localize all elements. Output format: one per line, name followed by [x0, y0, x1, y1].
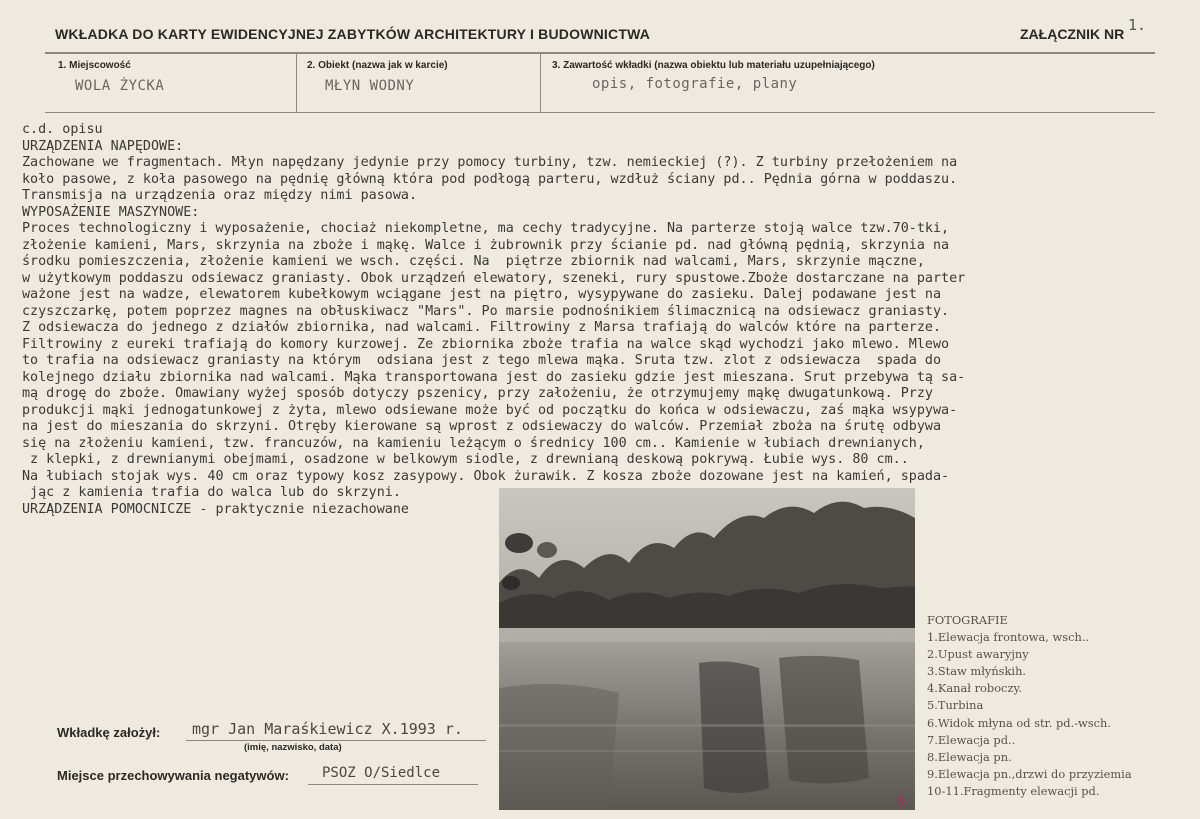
text-line: URZĄDZENIA POMOCNICZE - praktycznie niezachowane	[22, 501, 409, 517]
photo-caption-list	[927, 612, 1132, 800]
caption-item: 10-11.Fragmenty elewacji pd.	[927, 783, 1100, 798]
annex-number: 1.	[1128, 16, 1147, 34]
text-line: Filtrowiny z eureki trafiają do komory kurzowej. Ze zbiornika zboże trafia na walce skąd wychodzi jako mlewo. Mlewo	[22, 336, 950, 352]
text-line: jąc z kamienia trafia do walca lub do skrzyni.	[22, 485, 401, 500]
locality-value: WOLA ŻYCKA	[75, 78, 165, 94]
text-line: czyszczarkę, potem poprzez magnes na obłuskiwacz "Mars". Po marsie podnośnikiem ślimacznicą na odsiewacz graniasty.	[22, 303, 950, 319]
caption-item: 4.Kanał roboczy.	[927, 681, 1022, 696]
field-divider-1	[296, 54, 297, 112]
contents-value: opis, fotografie, plany	[592, 76, 798, 92]
text-line: URZĄDZENIA NAPĘDOWE:	[22, 138, 184, 154]
text-line: koło pasowe, z koła pasowego na pędnię główną która pod podłogą parteru, wzdłuż ściany pd.. Pędnia górna w poddaszu.	[22, 171, 958, 187]
negatives-underline	[308, 784, 478, 785]
pond-photograph	[499, 488, 915, 810]
text-line: ważone jest na wadze, elewatorem kubełkowym wciągane jest na piętro, wysypywane do zasieku. Dalej podawane jest na	[22, 287, 942, 302]
negatives-label: Miejsce przechowywania negatywów:	[57, 768, 289, 783]
object-label: 2. Obiekt (nazwa jak w karcie)	[307, 60, 448, 71]
author-underline	[186, 740, 486, 741]
text-line: WYPOSAŻENIE MASZYNOWE:	[22, 204, 200, 220]
author-label: Wkładkę założył:	[57, 725, 161, 740]
author-value: mgr Jan Maraśkiewicz X.1993 r.	[192, 720, 463, 738]
text-line: Na łubiach stojak wys. 40 cm oraz typowy kosz zasypowy. Obok żurawik. Z kosza zboże dozowane jest na kamień, spada-	[22, 468, 950, 484]
text-line: się na złożeniu kamieni, tzw. francuzów, na kamieniu leżącym o średnicy 100 cm.. Kamienie w łubiach drewnianych,	[22, 435, 925, 451]
object-value: MŁYN WODNY	[325, 78, 415, 94]
caption-item: 7.Elewacja pd..	[927, 732, 1016, 747]
text-line: Transmisja na urządzenia oraz między nimi pasowa.	[22, 188, 418, 203]
text-line: c.d. opisu	[22, 122, 103, 137]
text-line: kolejnego działu zbiornika nad walcami. Mąka transportowana jest do zasieku gdzie jest mieszana. Srut przebywa tą sa-	[22, 369, 966, 385]
text-line: produkcji mąki jednogatunkowej z żyta, mlewo odsiewane może być od początku do końca w odsiewaczu, zaś mąka wsypywa-	[22, 402, 958, 418]
annex-label: ZAŁĄCZNIK NR	[1020, 26, 1125, 42]
description-text	[22, 122, 1192, 518]
text-line: w użytkowym poddaszu odsiewacz graniasty. Obok urządzeń elewatory, szeneki, rury spustowe.Zboże dostarczane na parter	[22, 270, 966, 286]
caption-item: 3.Staw młyńskih.	[927, 664, 1027, 679]
text-line: złożenie kamieni, Mars, skrzynia na zboże i mąkę. Walce i żubrownik przy ścianie pd. nad główną pędnią, skrzynia na	[22, 237, 950, 253]
author-hint: (imię, nazwisko, data)	[244, 742, 342, 753]
locality-label: 1. Miejscowość	[58, 60, 131, 71]
photo-number: 3	[897, 794, 904, 808]
contents-label: 3. Zawartość wkładki (nazwa obiektu lub materiału uzupełniającego)	[552, 60, 875, 71]
text-line: Proces technologiczny i wyposażenie, chociaż niekompletne, ma cechy tradycyjne. Na parterze stoją walce tzw.70-tki,	[22, 221, 950, 236]
header	[0, 0, 1200, 52]
text-line: z klepki, z drewnianymi obejmami, osadzone w belkowym siodle, z drewnianą deskową pokrywą. Łubie wys. 80 cm..	[22, 452, 909, 467]
document-title: WKŁADKA DO KARTY EWIDENCYJNEJ ZABYTKÓW ARCHITEKTURY I BUDOWNICTWA	[55, 26, 651, 42]
text-line: mą drogę do zboże. Omawiany wyżej sposób dotyczy pszenicy, przy założeniu, że otrzymujemy mąkę dwugatunkową. Przy	[22, 386, 933, 401]
text-line: na jest do mieszania do skrzyni. Otręby kierowane są wprost z odsiewaczy do walców. Przemiał zboża na śrutę odbywa	[22, 419, 942, 434]
caption-item: 1.Elewacja frontowa, wsch..	[927, 630, 1090, 645]
caption-item: 2.Upust awaryjny	[927, 647, 1029, 662]
header-rule	[45, 52, 1155, 54]
caption-item: 9.Elewacja pn.,drzwi do przyziemia	[927, 766, 1132, 781]
text-line: środku pomieszczenia, złożenie kamieni we wsch. części. Na piętrze zbiornik nad walcami, Mars, skrzynie mączne,	[22, 254, 925, 269]
caption-item: 8.Elewacja pn.	[927, 749, 1012, 764]
text-line: to trafia na odsiewacz graniasty na którym odsiana jest z tego mlewa mąka. Sruta tzw. zlot z odsiewacza spada do	[22, 353, 942, 368]
negatives-value: PSOZ O/Siedlce	[322, 765, 441, 781]
fields-bottom-rule	[45, 112, 1155, 113]
text-line: Z odsiewacza do jednego z działów zbiornika, nad walcami. Filtrowiny z Marsa trafiają do walców które na parterze.	[22, 320, 942, 335]
caption-item: 6.Widok młyna od str. pd.-wsch.	[927, 715, 1111, 730]
caption-heading: FOTOGRAFIE	[927, 613, 1008, 627]
text-line: Zachowane we fragmentach. Młyn napędzany jedynie przy pomocy turbiny, tzw. nemieckiej (?). Z turbiny przełożeniem na	[22, 155, 958, 170]
caption-item: 5.Turbina	[927, 698, 984, 713]
field-divider-2	[540, 54, 541, 112]
